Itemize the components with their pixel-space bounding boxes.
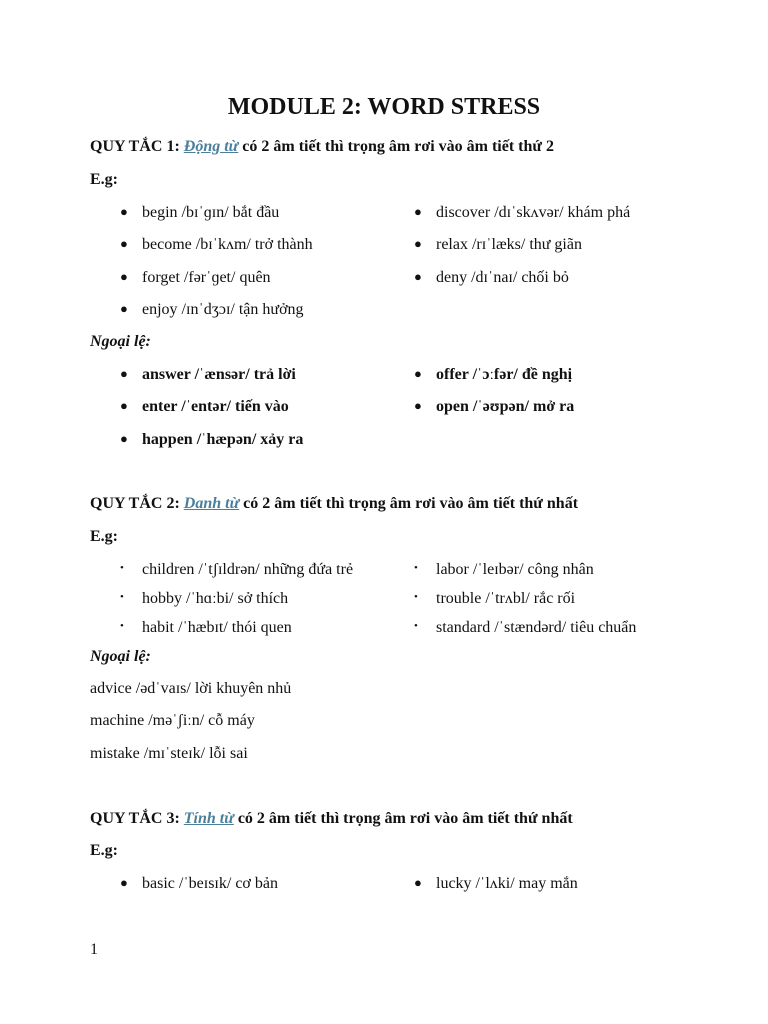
bullet-icon: ● — [120, 301, 128, 316]
rule-2-text: có 2 âm tiết thì trọng âm rơi vào âm tiết thứ nhất — [243, 495, 579, 512]
rule-2-eg-label: E.g: — [90, 528, 118, 545]
rule-1-eg-label: E.g: — [90, 171, 118, 188]
rule-3-heading — [90, 810, 573, 828]
rule-2-keyword: Danh từ — [183, 495, 240, 512]
bullet-icon: ● — [414, 398, 422, 413]
exception-item: advice /ədˈvaɪs/ lời khuyên nhủ — [90, 680, 292, 697]
bullet-icon: • — [414, 562, 418, 574]
exception-item: machine /məˈʃiːn/ cỗ máy — [90, 712, 255, 729]
bullet-icon: ● — [120, 204, 128, 219]
bullet-icon: ● — [120, 875, 128, 890]
bullet-icon: ● — [414, 236, 422, 251]
bullet-icon: ● — [120, 431, 128, 446]
bullet-icon: ● — [414, 204, 422, 219]
rule-2-prefix: QUY TẮC 2: — [90, 495, 180, 512]
rule-3-eg-label: E.g: — [90, 842, 118, 859]
bullet-icon: • — [120, 620, 124, 632]
exception-item: mistake /mɪˈsteɪk/ lỗi sai — [90, 745, 248, 762]
bullet-icon: • — [120, 562, 124, 574]
rule-3-text: có 2 âm tiết thì trọng âm rơi vào âm tiết thứ nhất — [237, 810, 573, 827]
bullet-icon: ● — [414, 269, 422, 284]
rule-2-heading — [90, 495, 578, 513]
bullet-icon: • — [120, 591, 124, 603]
rule-1-exceptions-heading: Ngoại lệ: — [90, 333, 151, 350]
bullet-icon: ● — [414, 366, 422, 381]
bullet-icon: ● — [414, 875, 422, 890]
rule-1-prefix: QUY TẮC 1: — [90, 138, 180, 155]
page-number: 1 — [90, 941, 98, 958]
rule-3-prefix: QUY TẮC 3: — [90, 810, 180, 827]
rule-2-exceptions-heading: Ngoại lệ: — [90, 648, 151, 665]
rule-3-keyword: Tính từ — [183, 810, 234, 827]
rule-1-text: có 2 âm tiết thì trọng âm rơi vào âm tiết thứ 2 — [242, 138, 554, 155]
bullet-icon: ● — [120, 269, 128, 284]
bullet-icon: ● — [120, 236, 128, 251]
bullet-icon: ● — [120, 366, 128, 381]
bullet-icon: ● — [120, 398, 128, 413]
rule-1-heading — [90, 138, 554, 156]
rule-1-keyword: Động từ — [183, 138, 239, 155]
bullet-icon: • — [414, 591, 418, 603]
page-title: MODULE 2: WORD STRESS — [227, 94, 541, 120]
bullet-icon: • — [414, 620, 418, 632]
